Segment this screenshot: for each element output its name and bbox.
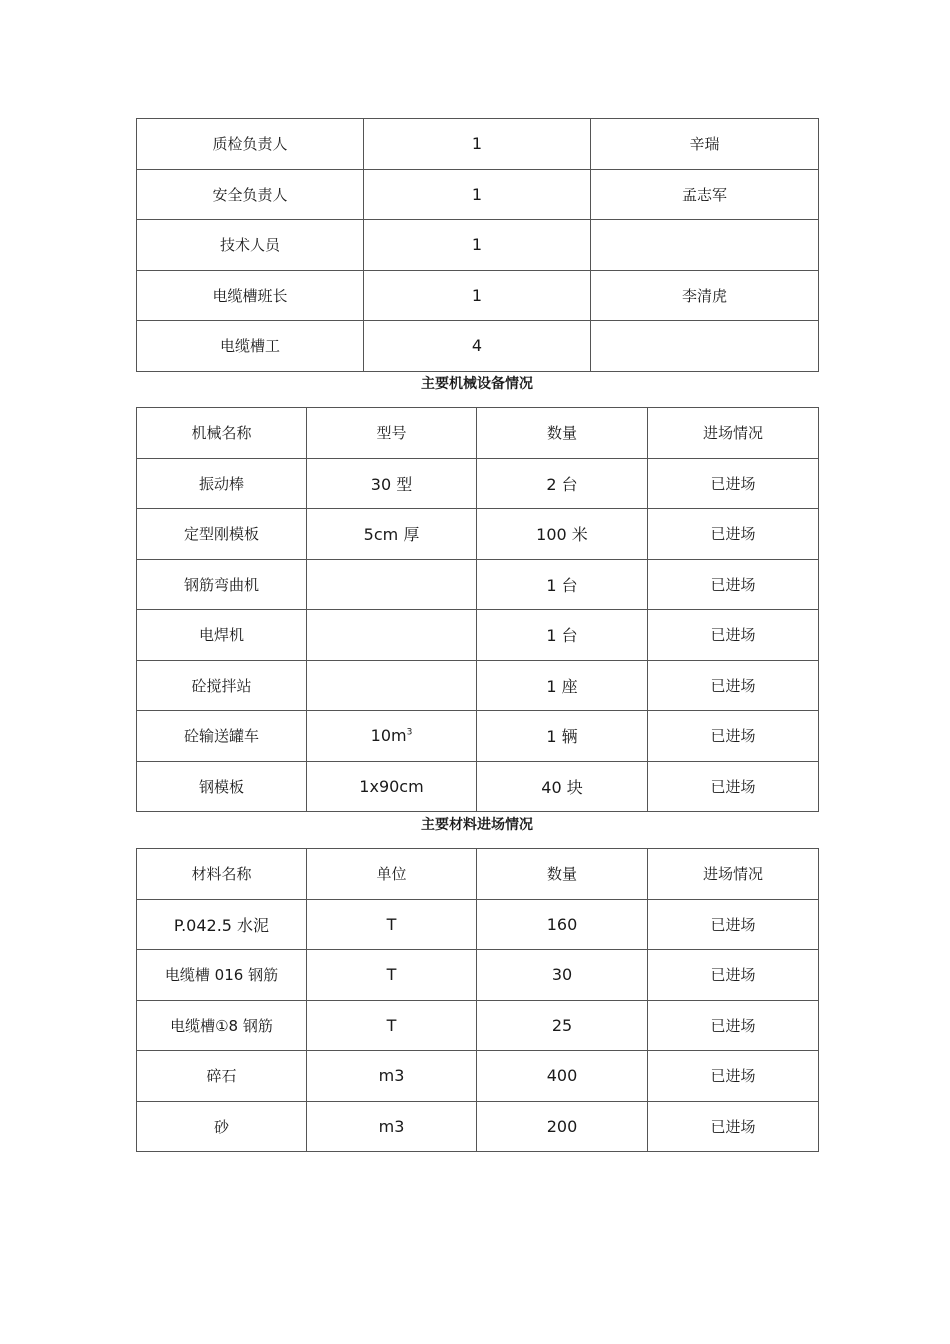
table-row [137,761,819,812]
equipment-qty: 100 米 [477,509,648,560]
table-row [137,950,819,1001]
equipment-model [307,711,477,762]
staff-count: 4 [364,321,591,372]
equipment-name: 砼输送罐车 [137,711,307,762]
material-name: 电缆槽 016 钢筋 [137,950,307,1001]
equipment-model: 30 型 [307,458,477,509]
material-unit: T [307,1000,477,1051]
material-qty: 30 [477,950,648,1001]
column-header: 单位 [307,849,477,900]
staff-role: 质检负责人 [137,119,364,170]
column-header: 进场情况 [648,849,819,900]
staff-table [136,118,819,372]
equipment-table [136,407,819,812]
column-header: 数量 [477,408,648,459]
staff-role: 电缆槽工 [137,321,364,372]
materials-section-title: 主要材料进场情况 [421,817,533,833]
equipment-status: 已进场 [648,559,819,610]
material-status: 已进场 [648,899,819,950]
material-unit: m3 [307,1051,477,1102]
material-qty: 160 [477,899,648,950]
table-row [137,509,819,560]
table-row [137,1000,819,1051]
equipment-name: 振动棒 [137,458,307,509]
equipment-model [307,660,477,711]
table-header-row [137,849,819,900]
staff-role: 安全负责人 [137,169,364,220]
equipment-status: 已进场 [648,509,819,560]
unit-superscript: 3 [406,727,413,738]
equipment-status: 已进场 [648,660,819,711]
equipment-status: 已进场 [648,458,819,509]
material-name: P.042.5 水泥 [137,899,307,950]
material-name: 电缆槽①8 钢筋 [137,1000,307,1051]
equipment-qty: 1 台 [477,610,648,661]
table-row [137,610,819,661]
staff-count: 1 [364,169,591,220]
equipment-model [307,610,477,661]
table-row [137,1101,819,1152]
staff-name: 李清虎 [591,270,819,321]
staff-count: 1 [364,119,591,170]
equipment-qty: 1 辆 [477,711,648,762]
equipment-model: 1x90cm [307,761,477,812]
equipment-model: 5cm 厚 [307,509,477,560]
materials-table [136,848,819,1152]
column-header: 进场情况 [648,408,819,459]
table-row [137,220,819,271]
material-qty: 25 [477,1000,648,1051]
equipment-name: 定型刚模板 [137,509,307,560]
material-unit: T [307,899,477,950]
table-row [137,660,819,711]
equipment-qty: 40 块 [477,761,648,812]
staff-name: 孟志军 [591,169,819,220]
staff-name: 辛瑞 [591,119,819,170]
material-status: 已进场 [648,1051,819,1102]
column-header: 数量 [477,849,648,900]
material-unit: T [307,950,477,1001]
table-row [137,711,819,762]
equipment-model-text: 10m [370,726,407,746]
equipment-name: 钢筋弯曲机 [137,559,307,610]
staff-count: 1 [364,270,591,321]
table-header-row [137,408,819,459]
equipment-qty: 1 座 [477,660,648,711]
equipment-qty: 2 台 [477,458,648,509]
table-row [137,559,819,610]
equipment-name: 钢模板 [137,761,307,812]
table-row [137,169,819,220]
staff-count: 1 [364,220,591,271]
material-qty: 400 [477,1051,648,1102]
staff-role: 技术人员 [137,220,364,271]
column-header: 机械名称 [137,408,307,459]
material-qty: 200 [477,1101,648,1152]
material-status: 已进场 [648,950,819,1001]
material-name: 砂 [137,1101,307,1152]
table-row [137,458,819,509]
equipment-section-title: 主要机械设备情况 [421,376,533,392]
equipment-status: 已进场 [648,610,819,661]
staff-name [591,220,819,271]
column-header: 材料名称 [137,849,307,900]
equipment-name: 电焊机 [137,610,307,661]
table-row [137,1051,819,1102]
equipment-name: 砼搅拌站 [137,660,307,711]
table-row [137,270,819,321]
equipment-status: 已进场 [648,711,819,762]
equipment-model [307,559,477,610]
equipment-qty: 1 台 [477,559,648,610]
staff-name [591,321,819,372]
table-row [137,321,819,372]
table-row [137,119,819,170]
material-name: 碎石 [137,1051,307,1102]
table-row [137,899,819,950]
staff-role: 电缆槽班长 [137,270,364,321]
column-header: 型号 [307,408,477,459]
material-status: 已进场 [648,1000,819,1051]
equipment-status: 已进场 [648,761,819,812]
material-unit: m3 [307,1101,477,1152]
material-status: 已进场 [648,1101,819,1152]
